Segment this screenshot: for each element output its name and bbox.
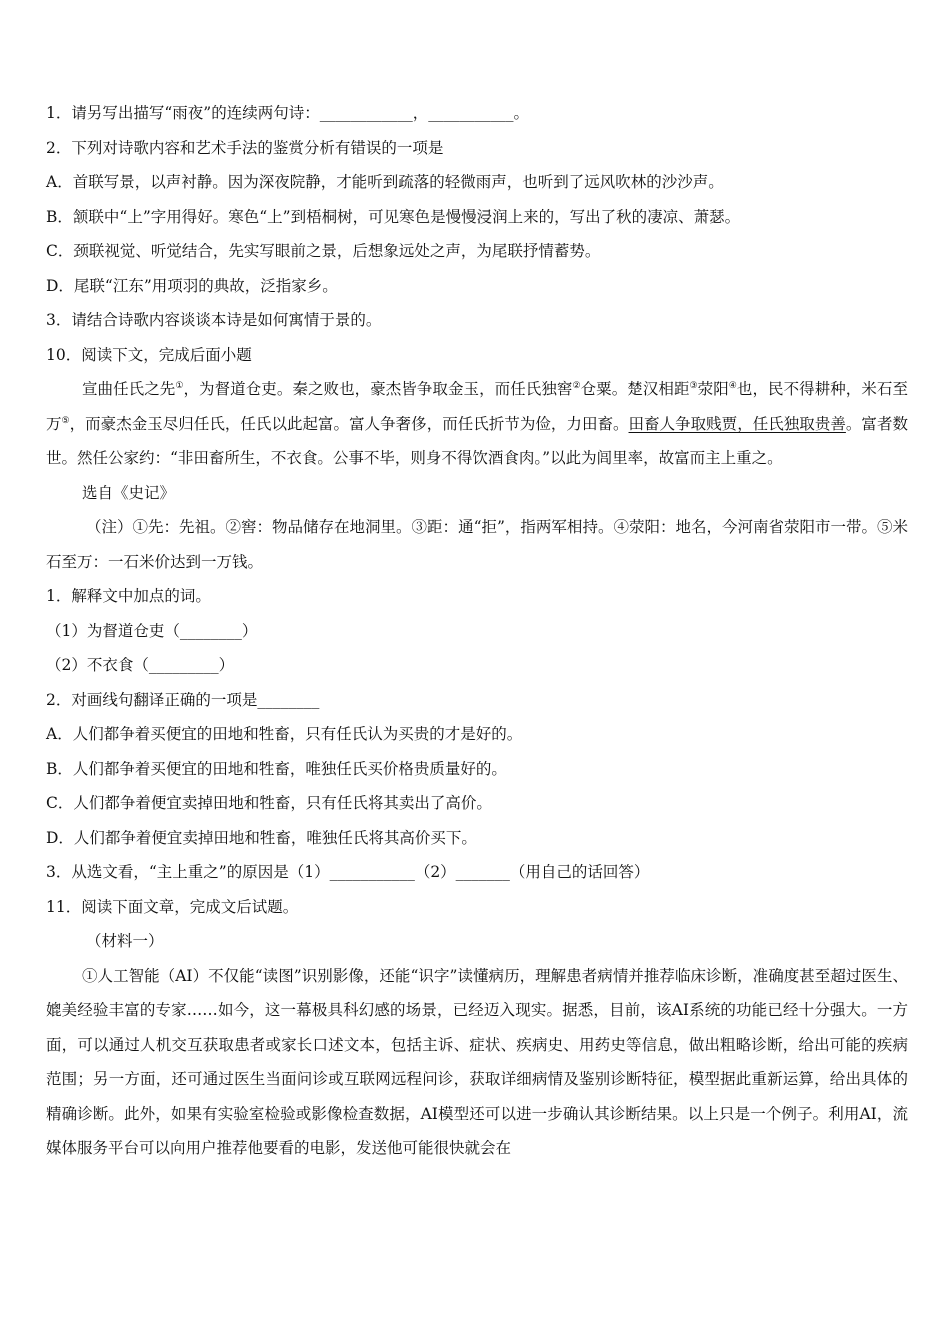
note-marker: ③ bbox=[689, 380, 698, 391]
q10-sub3: 3．从选文看，“主上重之”的原因是（1）___________（2）_______（用自己的话回答） bbox=[46, 863, 650, 881]
q10-option-d: D．人们都争着便宜卖掉田地和牲畜，唯独任氏将其高价买下。 bbox=[46, 828, 477, 847]
note-marker: ④ bbox=[728, 380, 737, 391]
note-marker: ⑤ bbox=[61, 415, 70, 426]
q11-heading: 11．阅读下面文章，完成文后试题。 bbox=[46, 897, 299, 916]
q10-note: （注）①先：先祖。②窖：物品储存在地洞里。③距：通“拒”，指两军相持。④荥阳：地名，今河南省荥阳市一带。⑤米石至万：一石米价达到一万钱。 bbox=[46, 518, 908, 571]
note-marker: ② bbox=[572, 380, 581, 391]
q9-sub1: 1．请另写出描写“雨夜”的连续两句诗：____________，___________。 bbox=[46, 104, 529, 122]
q10-sub1b: （2）不衣食（_________） bbox=[46, 656, 235, 674]
underlined-sentence: 田畜人争取贱贾，任氏独取贵善 bbox=[628, 414, 846, 433]
q10-option-a: A．人们都争着买便宜的田地和牲畜，只有任氏认为买贵的才是好的。 bbox=[46, 725, 523, 743]
q10-sub1a: （1）为督道仓吏（________） bbox=[46, 621, 258, 640]
q10-option-b: B．人们都争着买便宜的田地和牲畜，唯独任氏买价格贵质量好的。 bbox=[46, 759, 507, 778]
note-marker: ① bbox=[175, 380, 184, 391]
q9-sub3: 3．请结合诗歌内容谈谈本诗是如何寓情于景的。 bbox=[46, 311, 382, 329]
q9-option-b: B．颔联中“上”字用得好。寒色“上”到梧桐树，可见寒色是慢慢浸润上来的，写出了秋的凄凉、萧瑟。 bbox=[46, 207, 741, 226]
q9-option-d: D．尾联“江东”用项羽的典故，泛指家乡。 bbox=[46, 276, 338, 295]
document-page bbox=[46, 96, 908, 1166]
q11-material-label: （材料一） bbox=[86, 932, 164, 950]
q10-sub2: 2．对画线句翻译正确的一项是________ bbox=[46, 690, 320, 709]
q10-option-c: C．人们都争着便宜卖掉田地和牲畜，只有任氏将其卖出了高价。 bbox=[46, 794, 492, 812]
q10-heading: 10．阅读下文，完成后面小题 bbox=[46, 345, 252, 364]
q10-sub1: 1．解释文中加点的词。 bbox=[46, 587, 211, 605]
q9-option-a: A．首联写景，以声衬静。因为深夜院静，才能听到疏落的轻微雨声，也听到了远风吹林的沙沙声。 bbox=[46, 173, 724, 191]
q9-sub2: 2．下列对诗歌内容和艺术手法的鉴赏分析有错误的一项是 bbox=[46, 138, 444, 157]
q11-paragraph: ①人工智能（AI）不仅能“读图”识别影像，还能“识字”读懂病历，理解患者病情并推荐临床诊断，准确度甚至超过医生、媲美经验丰富的专家……如今，这一幕极具科幻感的场景，已经迈入现实。据悉，目前，该AI系统的功能已经十分强大。一方面，可以通过人机交互获取患者或家长口述文本，包括主诉、症状、疾病史、用药史等信息，做出粗略诊断，给出可能的疾病范围；另一方面，还可通过医生当面问诊或互联网远程问诊，获取详细病情及鉴别诊断特征，模型据此重新运算，给出具体的精确诊断。此外，如果有实验室检验或影像检查数据，AI模型还可以进一步确认其诊断结果。以上只是一个例子。利用AI，流媒体服务平台可以向用户推荐他要看的电影，发送他可能很快就会在 bbox=[46, 966, 908, 1157]
q10-source: 选自《史记》 bbox=[82, 483, 176, 502]
q10-passage: 宣曲任氏之先①，为督道仓吏。秦之败也，豪杰皆争取金玉，而任氏独窖②仓粟。楚汉相距③荥阳④也，民不得耕种，米石至万⑤，而豪杰金玉尽归任氏，任氏以此起富。富人争奢侈，而任氏折节为俭，力田畜。田畜人争取贱贾，任氏独取贵善。富者数世。然任公家约：“非田畜所生，不衣食。公事不毕，则身不得饮酒食肉。”以此为闾里率，故富而主上重之。 bbox=[46, 380, 908, 467]
q9-option-c: C．颈联视觉、听觉结合，先实写眼前之景，后想象远处之声，为尾联抒情蓄势。 bbox=[46, 242, 601, 260]
